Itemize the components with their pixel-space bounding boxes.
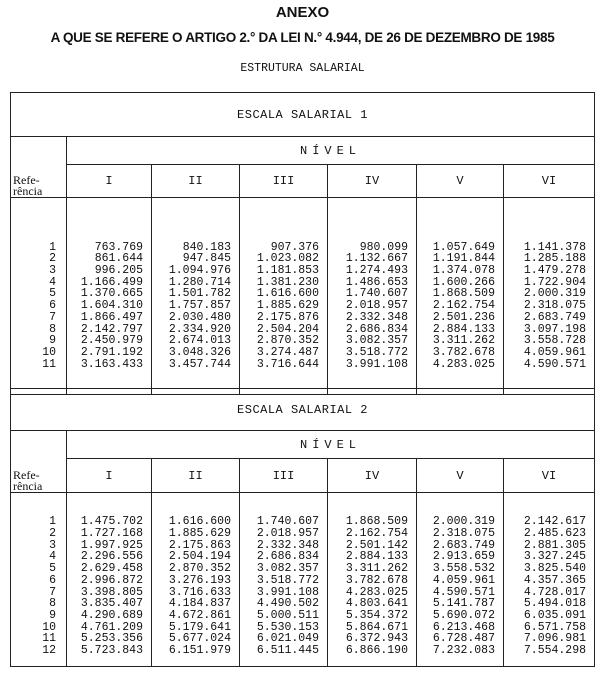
salary-value: 1.866.497	[80, 310, 143, 324]
referencia-value: 8	[49, 597, 56, 611]
salary-value: 4.590.571	[432, 585, 495, 599]
referencia-value: 4	[49, 275, 56, 289]
salary-value: 1.280.714	[168, 275, 231, 289]
salary-value: 1.479.278	[523, 264, 587, 278]
salary-value: 947.845	[182, 252, 231, 266]
salary-value: 6.728.487	[432, 632, 495, 646]
referencia-value: 2	[49, 252, 56, 266]
salary-value: 2.870.352	[168, 562, 231, 576]
nivel-column-header: III	[240, 459, 328, 493]
nivel-column-header: I	[67, 459, 152, 493]
salary-value: 3.398.805	[80, 585, 143, 599]
salary-value: 5.530.153	[256, 620, 319, 634]
salary-value: 5.677.024	[168, 632, 231, 646]
salary-value: 5.179.641	[168, 620, 231, 634]
salary-value: 4.803.641	[345, 597, 408, 611]
salary-value: 2.686.834	[256, 550, 319, 564]
referencia-value: 1	[49, 515, 56, 529]
salary-value: 7.554.298	[523, 644, 587, 658]
salary-value: 5.723.843	[80, 644, 143, 658]
salary-value: 3.311.262	[345, 562, 408, 576]
salary-value: 5.354.372	[345, 608, 408, 622]
salary-value: 1.475.702	[80, 515, 143, 529]
salary-column	[240, 493, 328, 667]
nivel-column-header: III	[240, 165, 328, 198]
nivel-column-header: IV	[328, 165, 417, 198]
nivel-column-header: II	[152, 459, 240, 493]
salary-value: 3.716.644	[256, 357, 319, 371]
salary-column	[67, 198, 152, 395]
salary-value: 1.166.499	[80, 275, 143, 289]
salary-value: 2.686.834	[345, 322, 408, 336]
referencia-value: 10	[42, 345, 56, 359]
salary-value: 2.501.142	[345, 538, 408, 552]
nivel-column-header: IV	[328, 459, 417, 493]
referencia-header	[11, 137, 67, 198]
nivel-header: NÍVEL	[67, 431, 595, 459]
salary-value: 2.332.348	[345, 310, 408, 324]
referencia-value: 3	[49, 264, 56, 278]
salary-value: 763.769	[94, 240, 143, 254]
salary-value: 2.881.305	[523, 538, 587, 552]
ref-label-line2: rência	[13, 184, 43, 198]
salary-value: 2.318.075	[523, 299, 587, 313]
salary-value: 2.683.749	[432, 538, 495, 552]
salary-column	[152, 493, 240, 667]
salary-value: 5.494.018	[523, 597, 587, 611]
salary-value: 2.996.872	[80, 573, 143, 587]
salary-value: 2.485.623	[523, 526, 587, 540]
referencia-value: 7	[49, 585, 56, 599]
salary-value: 5.690.072	[432, 608, 495, 622]
page-subtitle: A QUE SE REFERE O ARTIGO 2.° DA LEI N.° 4.944, DE 26 DE DEZEMBRO DE 1985	[50, 30, 555, 45]
salary-value: 2.142.797	[80, 322, 143, 336]
nivel-column-header: II	[152, 165, 240, 198]
salary-value: 3.835.407	[80, 597, 143, 611]
referencia-value: 1	[49, 240, 56, 254]
salary-value: 1.274.493	[345, 264, 408, 278]
salary-value: 840.183	[182, 240, 231, 254]
salary-value: 2.162.754	[345, 526, 408, 540]
referencia-value: 9	[49, 608, 56, 622]
salary-value: 861.644	[94, 252, 143, 266]
salary-value: 2.629.458	[80, 562, 143, 576]
salary-value: 1.727.168	[80, 526, 143, 540]
referencia-header	[11, 431, 67, 493]
salary-column	[504, 493, 595, 667]
salary-value: 3.082.357	[256, 562, 319, 576]
salary-value: 1.722.904	[523, 275, 587, 289]
salary-value: 4.283.025	[432, 357, 495, 371]
salary-value: 2.913.659	[432, 550, 495, 564]
ref-label-line1: Refe-	[13, 173, 40, 187]
salary-value: 4.357.365	[523, 573, 587, 587]
salary-value: 3.782.678	[432, 345, 495, 359]
salary-value: 3.048.326	[168, 345, 231, 359]
salary-scale-2-table	[10, 388, 595, 667]
salary-value: 2.332.348	[256, 538, 319, 552]
salary-value: 2.296.556	[80, 550, 143, 564]
nivel-column-header: V	[417, 459, 504, 493]
salary-value: 2.018.957	[256, 526, 319, 540]
salary-value: 1.057.649	[432, 240, 495, 254]
salary-value: 2.504.194	[168, 550, 231, 564]
salary-value: 1.285.188	[523, 252, 587, 266]
salary-value: 3.782.678	[345, 573, 408, 587]
salary-value: 2.000.319	[432, 515, 495, 529]
salary-value: 5.864.671	[345, 620, 408, 634]
salary-value: 4.290.689	[80, 608, 143, 622]
referencia-value: 6	[49, 573, 56, 587]
salary-value: 3.097.198	[523, 322, 587, 336]
salary-column	[328, 198, 417, 395]
salary-value: 6.213.468	[432, 620, 495, 634]
salary-value: 3.311.262	[432, 334, 495, 348]
salary-value: 5.141.787	[432, 597, 495, 611]
salary-value: 1.132.667	[345, 252, 408, 266]
salary-value: 1.094.976	[168, 264, 231, 278]
salary-value: 3.518.772	[345, 345, 408, 359]
referencia-value: 12	[42, 644, 56, 658]
ref-label-line1: Refe-	[13, 468, 40, 482]
salary-value: 2.870.352	[256, 334, 319, 348]
salary-value: 4.590.571	[523, 357, 587, 371]
salary-value: 2.142.617	[523, 515, 587, 529]
salary-value: 4.728.017	[523, 585, 587, 599]
salary-value: 7.232.083	[432, 644, 495, 658]
salary-value: 4.761.209	[80, 620, 143, 634]
salary-value: 1.616.600	[256, 287, 319, 301]
salary-value: 2.683.749	[523, 310, 587, 324]
salary-value: 6.021.049	[256, 632, 319, 646]
salary-value: 5.253.356	[80, 632, 143, 646]
salary-column	[417, 493, 504, 667]
referencia-value: 4	[49, 550, 56, 564]
salary-value: 1.868.509	[345, 515, 408, 529]
salary-value: 1.885.629	[168, 526, 231, 540]
salary-value: 907.376	[270, 240, 319, 254]
referencia-column	[11, 198, 67, 395]
salary-value: 2.674.013	[168, 334, 231, 348]
salary-value: 1.600.266	[432, 275, 495, 289]
scale-1-title: ESCALA SALARIAL 1	[11, 93, 595, 137]
salary-value: 3.991.108	[256, 585, 319, 599]
salary-value: 2.504.204	[256, 322, 319, 336]
salary-value: 1.191.844	[432, 252, 495, 266]
structure-heading: ESTRUTURA SALARIAL	[240, 62, 365, 75]
salary-value: 4.184.837	[168, 597, 231, 611]
salary-value: 1.604.310	[80, 299, 143, 313]
referencia-value: 3	[49, 538, 56, 552]
salary-column	[67, 493, 152, 667]
salary-value: 1.740.607	[345, 287, 408, 301]
salary-value: 1.757.857	[168, 299, 231, 313]
salary-value: 2.318.075	[432, 526, 495, 540]
salary-value: 6.571.758	[523, 620, 587, 634]
referencia-value: 6	[49, 299, 56, 313]
salary-value: 1.023.082	[256, 252, 319, 266]
salary-value: 2.018.957	[345, 299, 408, 313]
salary-value: 2.334.920	[168, 322, 231, 336]
referencia-value: 2	[49, 526, 56, 540]
salary-value: 1.616.600	[168, 515, 231, 529]
page-title: ANEXO	[275, 4, 330, 21]
scale-2-title: ESCALA SALARIAL 2	[11, 389, 595, 431]
salary-value: 6.151.979	[168, 644, 231, 658]
salary-value: 980.099	[359, 240, 408, 254]
salary-value: 2.175.876	[256, 310, 319, 324]
referencia-value: 5	[49, 287, 56, 301]
salary-value: 3.274.487	[256, 345, 319, 359]
referencia-value: 11	[42, 357, 56, 371]
referencia-column	[11, 493, 67, 667]
salary-value: 3.716.633	[168, 585, 231, 599]
salary-value: 2.030.480	[168, 310, 231, 324]
salary-column	[240, 198, 328, 395]
nivel-column-header: VI	[504, 459, 595, 493]
salary-value: 3.518.772	[256, 573, 319, 587]
salary-value: 6.866.190	[345, 644, 408, 658]
salary-value: 3.825.540	[523, 562, 587, 576]
salary-value: 6.372.943	[345, 632, 408, 646]
salary-value: 3.991.108	[345, 357, 408, 371]
salary-value: 2.450.979	[80, 334, 143, 348]
salary-value: 4.283.025	[345, 585, 408, 599]
salary-value: 1.868.509	[432, 287, 495, 301]
salary-value: 3.558.728	[523, 334, 587, 348]
salary-value: 3.327.245	[523, 550, 587, 564]
salary-value: 1.381.230	[256, 275, 319, 289]
salary-value: 7.096.981	[523, 632, 587, 646]
salary-value: 1.370.665	[80, 287, 143, 301]
salary-value: 1.997.925	[80, 538, 143, 552]
referencia-value: 8	[49, 322, 56, 336]
salary-value: 4.490.502	[256, 597, 319, 611]
salary-value: 1.141.378	[523, 240, 587, 254]
salary-value: 1.374.078	[432, 264, 495, 278]
salary-value: 5.000.511	[256, 608, 319, 622]
nivel-column-header: VI	[504, 165, 595, 198]
salary-value: 2.884.133	[432, 322, 495, 336]
referencia-value: 11	[42, 632, 56, 646]
salary-value: 4.059.961	[432, 573, 495, 587]
salary-value: 4.059.961	[523, 345, 587, 359]
salary-value: 3.457.744	[168, 357, 231, 371]
salary-value: 3.276.193	[168, 573, 231, 587]
salary-value: 4.672.861	[168, 608, 231, 622]
salary-value: 1.740.607	[256, 515, 319, 529]
salary-value: 2.000.319	[523, 287, 587, 301]
ref-label-line2: rência	[13, 479, 43, 493]
salary-value: 2.501.236	[432, 310, 495, 324]
referencia-value: 10	[42, 620, 56, 634]
nivel-header: NÍVEL	[67, 137, 595, 165]
salary-value: 6.511.445	[256, 644, 319, 658]
salary-column	[328, 493, 417, 667]
salary-value: 3.558.532	[432, 562, 495, 576]
referencia-value: 7	[49, 310, 56, 324]
referencia-value: 9	[49, 334, 56, 348]
salary-column	[152, 198, 240, 395]
salary-value: 996.205	[94, 264, 143, 278]
salary-value: 2.175.863	[168, 538, 231, 552]
salary-value: 2.791.192	[80, 345, 143, 359]
salary-value: 3.082.357	[345, 334, 408, 348]
referencia-value: 5	[49, 562, 56, 576]
salary-value: 6.035.091	[523, 608, 587, 622]
salary-value: 1.501.782	[168, 287, 231, 301]
nivel-column-header: V	[417, 165, 504, 198]
salary-column	[417, 198, 504, 395]
salary-value: 2.162.754	[432, 299, 495, 313]
salary-value: 1.486.653	[345, 275, 408, 289]
salary-value: 3.163.433	[80, 357, 143, 371]
nivel-column-header: I	[67, 165, 152, 198]
salary-value: 2.884.133	[345, 550, 408, 564]
salary-value: 1.181.853	[256, 264, 319, 278]
salary-value: 1.885.629	[256, 299, 319, 313]
salary-column	[504, 198, 595, 395]
salary-scale-1-table	[10, 92, 595, 395]
